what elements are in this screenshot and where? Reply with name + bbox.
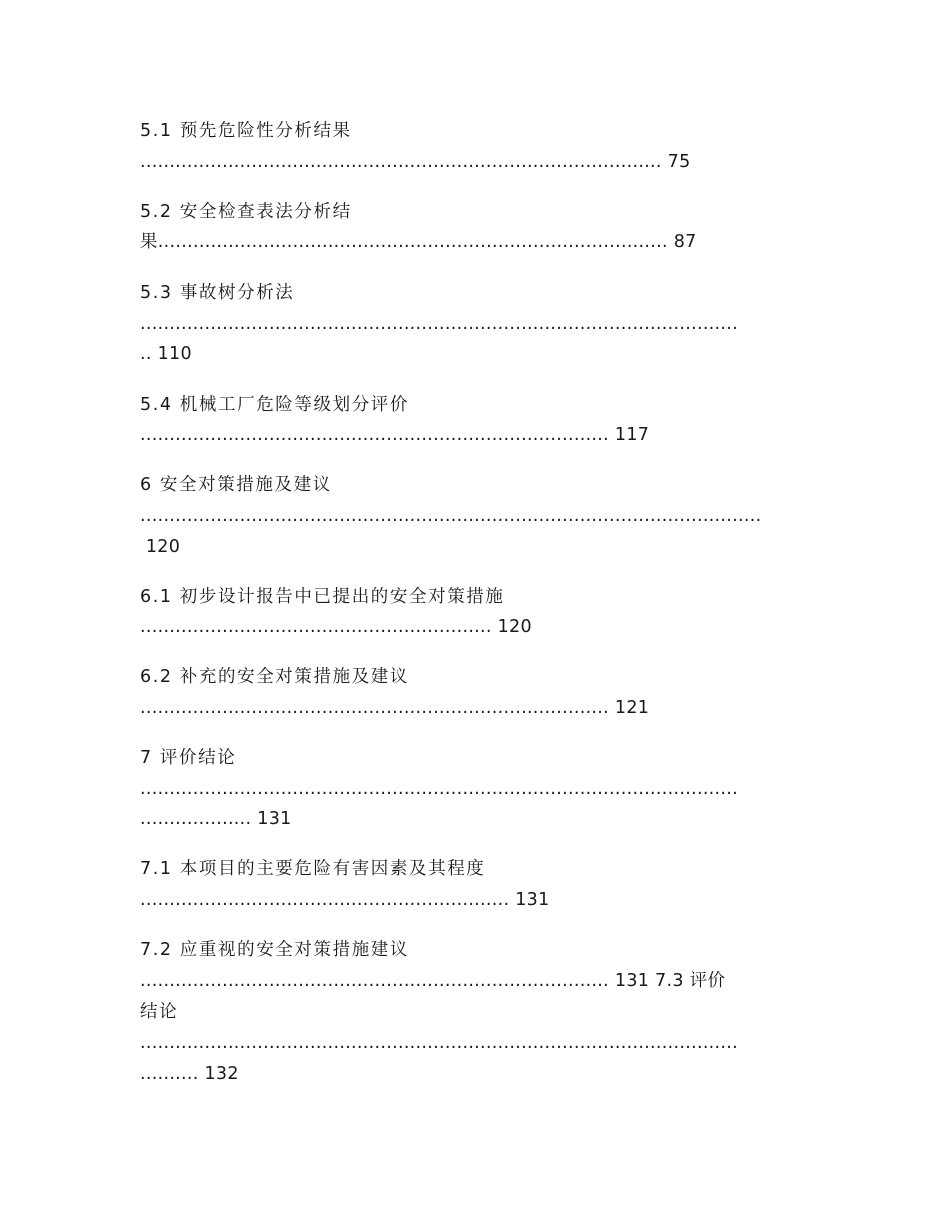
toc-entry-7-leader: ...................................................................................................... [140,779,738,799]
toc-entry-5-1-title[interactable]: 5.1 预先危险性分析结果 [140,121,352,141]
toc-entry-7-2-leader: ................................................................................ 131 7.3 评价 [140,971,726,991]
toc-entry-5-4-title[interactable]: 5.4 机械工厂危险等级划分评价 [140,395,409,415]
toc-entry-7-2-title[interactable]: 7.2 应重视的安全对策措施建议 [140,940,409,960]
toc-entry-7-title[interactable]: 7 评价结论 [140,748,237,768]
toc-entry-7-3-title-cont[interactable]: 结论 [140,1002,179,1022]
toc-entry-5-1-leader: ......................................................................................... 75 [140,152,691,172]
toc-entry-7-1-title[interactable]: 7.1 本项目的主要危险有害因素及其程度 [140,859,486,879]
toc-entry-6-leader: .......................................................................................................... [140,506,762,526]
toc-entry-6-page: 120 [140,537,181,557]
toc-entry-7-3-leader: ...................................................................................................... [140,1033,738,1053]
toc-entry-7-1-leader: ............................................................... 131 [140,890,550,910]
toc-entry-5-3-title[interactable]: 5.3 事故树分析法 [140,283,295,303]
toc-entry-6-title[interactable]: 6 安全对策措施及建议 [140,475,332,495]
toc-entry-5-3-page: .. 110 [140,344,192,364]
toc-entry-5-3-leader: ...................................................................................................... [140,314,738,334]
toc-entry-7-page: ................... 131 [140,809,292,829]
toc-entry-7-3-page: .......... 132 [140,1064,239,1084]
toc-entry-5-4-leader: ................................................................................ 117 [140,425,650,445]
toc-entry-5-2-title[interactable]: 5.2 安全检查表法分析结 [140,202,352,222]
toc-entry-6-2-title[interactable]: 6.2 补充的安全对策措施及建议 [140,667,409,687]
toc-entry-5-2-leader: 果....................................................................................... 87 [140,232,697,252]
toc-entry-6-1-title[interactable]: 6.1 初步设计报告中已提出的安全对策措施 [140,587,505,607]
toc-entry-6-2-leader: ................................................................................ 121 [140,698,650,718]
toc-entry-6-1-leader: ............................................................ 120 [140,617,532,637]
